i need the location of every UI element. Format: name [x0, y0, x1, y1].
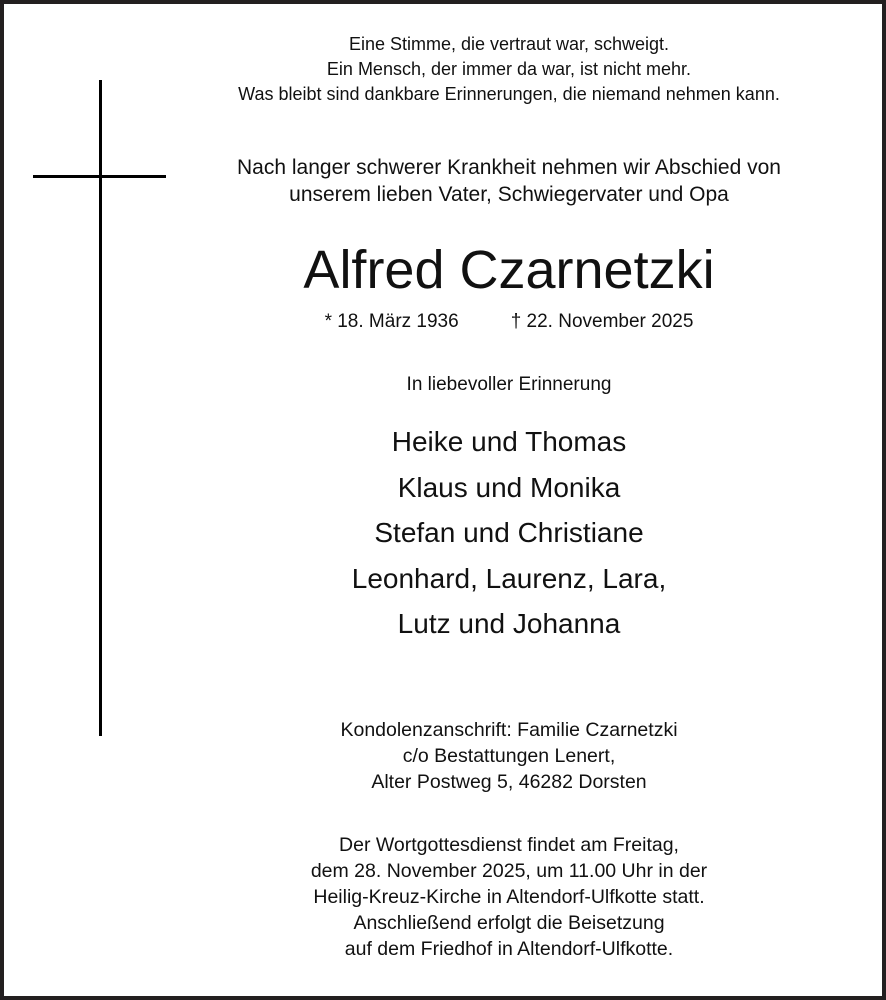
family-line: Heike und Thomas	[391, 426, 627, 457]
service-line: auf dem Friedhof in Altendorf-Ulfkotte.	[344, 938, 674, 960]
family-line: Stefan und Christiane	[374, 517, 644, 548]
service-line: Heilig-Kreuz-Kirche in Altendorf-Ulfkotte statt.	[313, 886, 705, 908]
memory-caption: In liebevoller Erinnerung	[406, 374, 612, 395]
family-line: Leonhard, Laurenz, Lara,	[351, 562, 667, 594]
memorial-verse	[174, 32, 844, 107]
family-line: Klaus und Monika	[397, 471, 621, 503]
address-line: Kondolenzanschrift: Familie Czarnetzki	[340, 719, 678, 741]
verse-line: Was bleibt sind dankbare Erinnerungen, die niemand nehmen kann.	[238, 84, 780, 104]
verse-line: Eine Stimme, die vertraut war, schweigt.	[348, 34, 670, 54]
family-line: Lutz und Johanna	[397, 608, 621, 639]
service-line: Anschließend erfolgt die Beisetzung	[353, 912, 665, 934]
family-names	[174, 419, 844, 647]
intro-line: Nach langer schwerer Krankheit nehmen wir Abschied von	[237, 156, 781, 179]
birth-date: * 18. März 1936	[324, 311, 459, 332]
obituary-notice	[4, 4, 882, 996]
service-line: Der Wortgottesdienst findet am Freitag,	[339, 834, 679, 856]
cross-vertical-bar	[99, 80, 102, 736]
life-dates	[174, 309, 844, 335]
death-date: † 22. November 2025	[510, 311, 694, 332]
farewell-intro	[174, 154, 844, 208]
address-line: Alter Postweg 5, 46282 Dorsten	[371, 771, 647, 793]
service-details	[174, 832, 844, 962]
service-line: dem 28. November 2025, um 11.00 Uhr in der	[310, 860, 708, 882]
address-line: c/o Bestattungen Lenert,	[402, 745, 616, 767]
cross-horizontal-bar	[33, 175, 166, 178]
intro-line: unserem lieben Vater, Schwiegervater und Opa	[289, 183, 729, 206]
condolence-address	[174, 717, 844, 795]
deceased-name: Alfred Czarnetzki	[303, 240, 715, 300]
verse-line: Ein Mensch, der immer da war, ist nicht mehr.	[326, 59, 692, 79]
